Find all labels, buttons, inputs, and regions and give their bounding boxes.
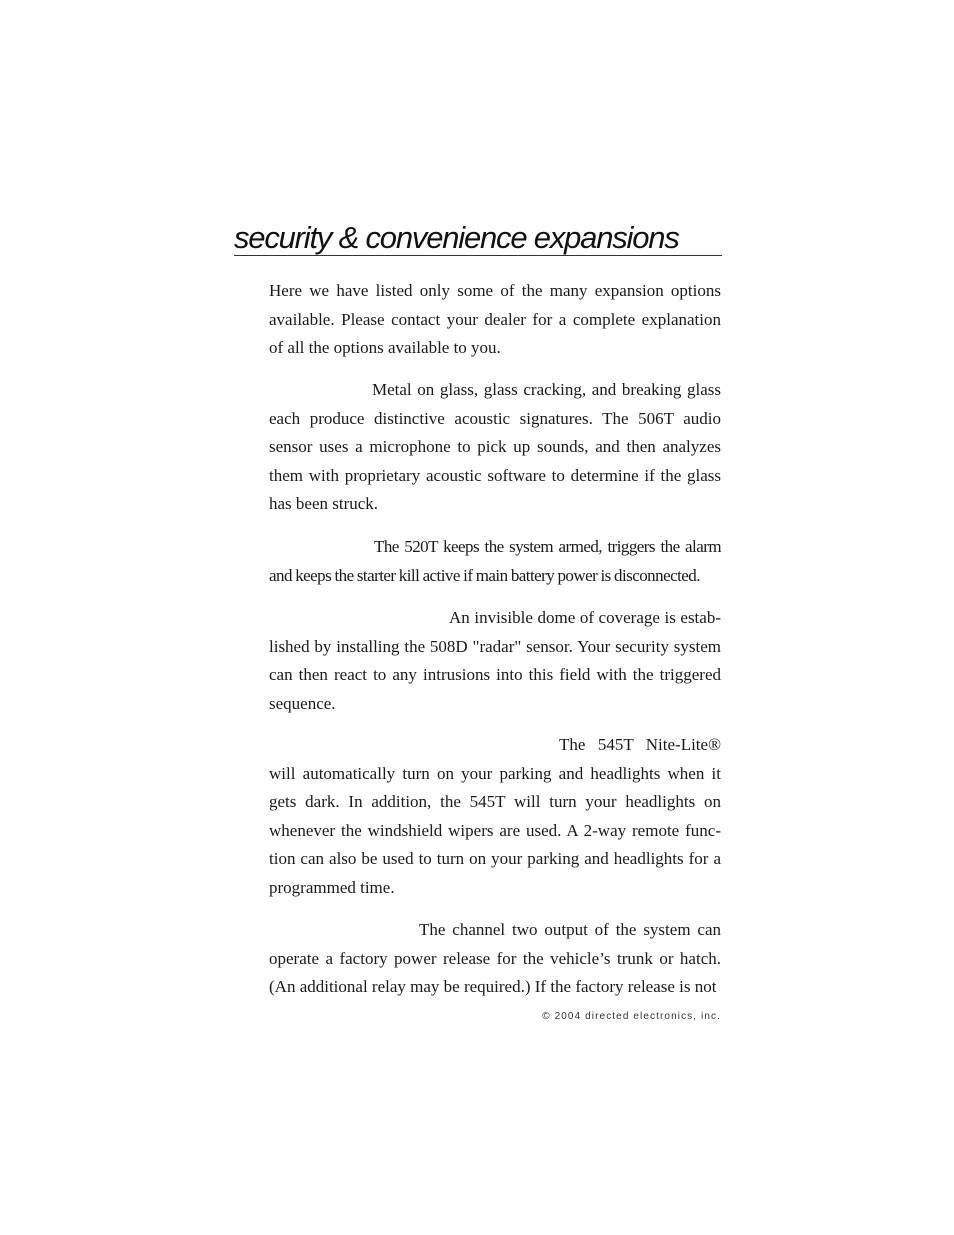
intro-text: Here we have listed only some of the many expansion options available. Please contact your dealer for a complete explanation of all the options available to you. — [269, 281, 721, 357]
intro-paragraph — [269, 277, 721, 363]
glass-sensor-paragraph — [269, 376, 721, 519]
copyright-footer: © 2004 directed electronics, inc. — [542, 1011, 721, 1022]
trunk-release-paragraph — [269, 916, 721, 1002]
radar-sensor-paragraph — [269, 604, 721, 718]
section-title: security & convenience expansions — [234, 220, 679, 255]
nite-lite-paragraph — [269, 731, 721, 902]
battery-backup-text: The 520T keeps the system armed, triggers the alarm and keeps the starter kill active if main battery power is disconnected. — [269, 537, 721, 585]
glass-sensor-text: Metal on glass, glass cracking, and breaking glass each produce distinctive acoustic signatures. The 506T audio sensor uses a microphone to pick up sounds, and then analyzes them with proprietary acoustic software to determine if the glass has been struck. — [269, 380, 721, 513]
title-underline — [234, 255, 722, 256]
trunk-release-text: The channel two output of the system can operate a factory power release for the vehicle’s trunk or hatch. (An additional relay may be required.) If the factory release is not — [269, 920, 721, 996]
battery-backup-paragraph — [269, 533, 721, 590]
nite-lite-text: The 545T Nite-Lite® will automatically turn on your parking and headlights when it gets dark. In addition, the 545T will turn your headlights on whenever the windshield wipers are used. A 2-way remote function can also be used to turn on your parking and headlights for a programmed time. — [269, 735, 721, 897]
radar-sensor-text: An invisible dome of coverage is established by installing the 508D "radar" sensor. Your security system can then react to any intrusions into this field with the triggered sequence. — [269, 608, 721, 713]
